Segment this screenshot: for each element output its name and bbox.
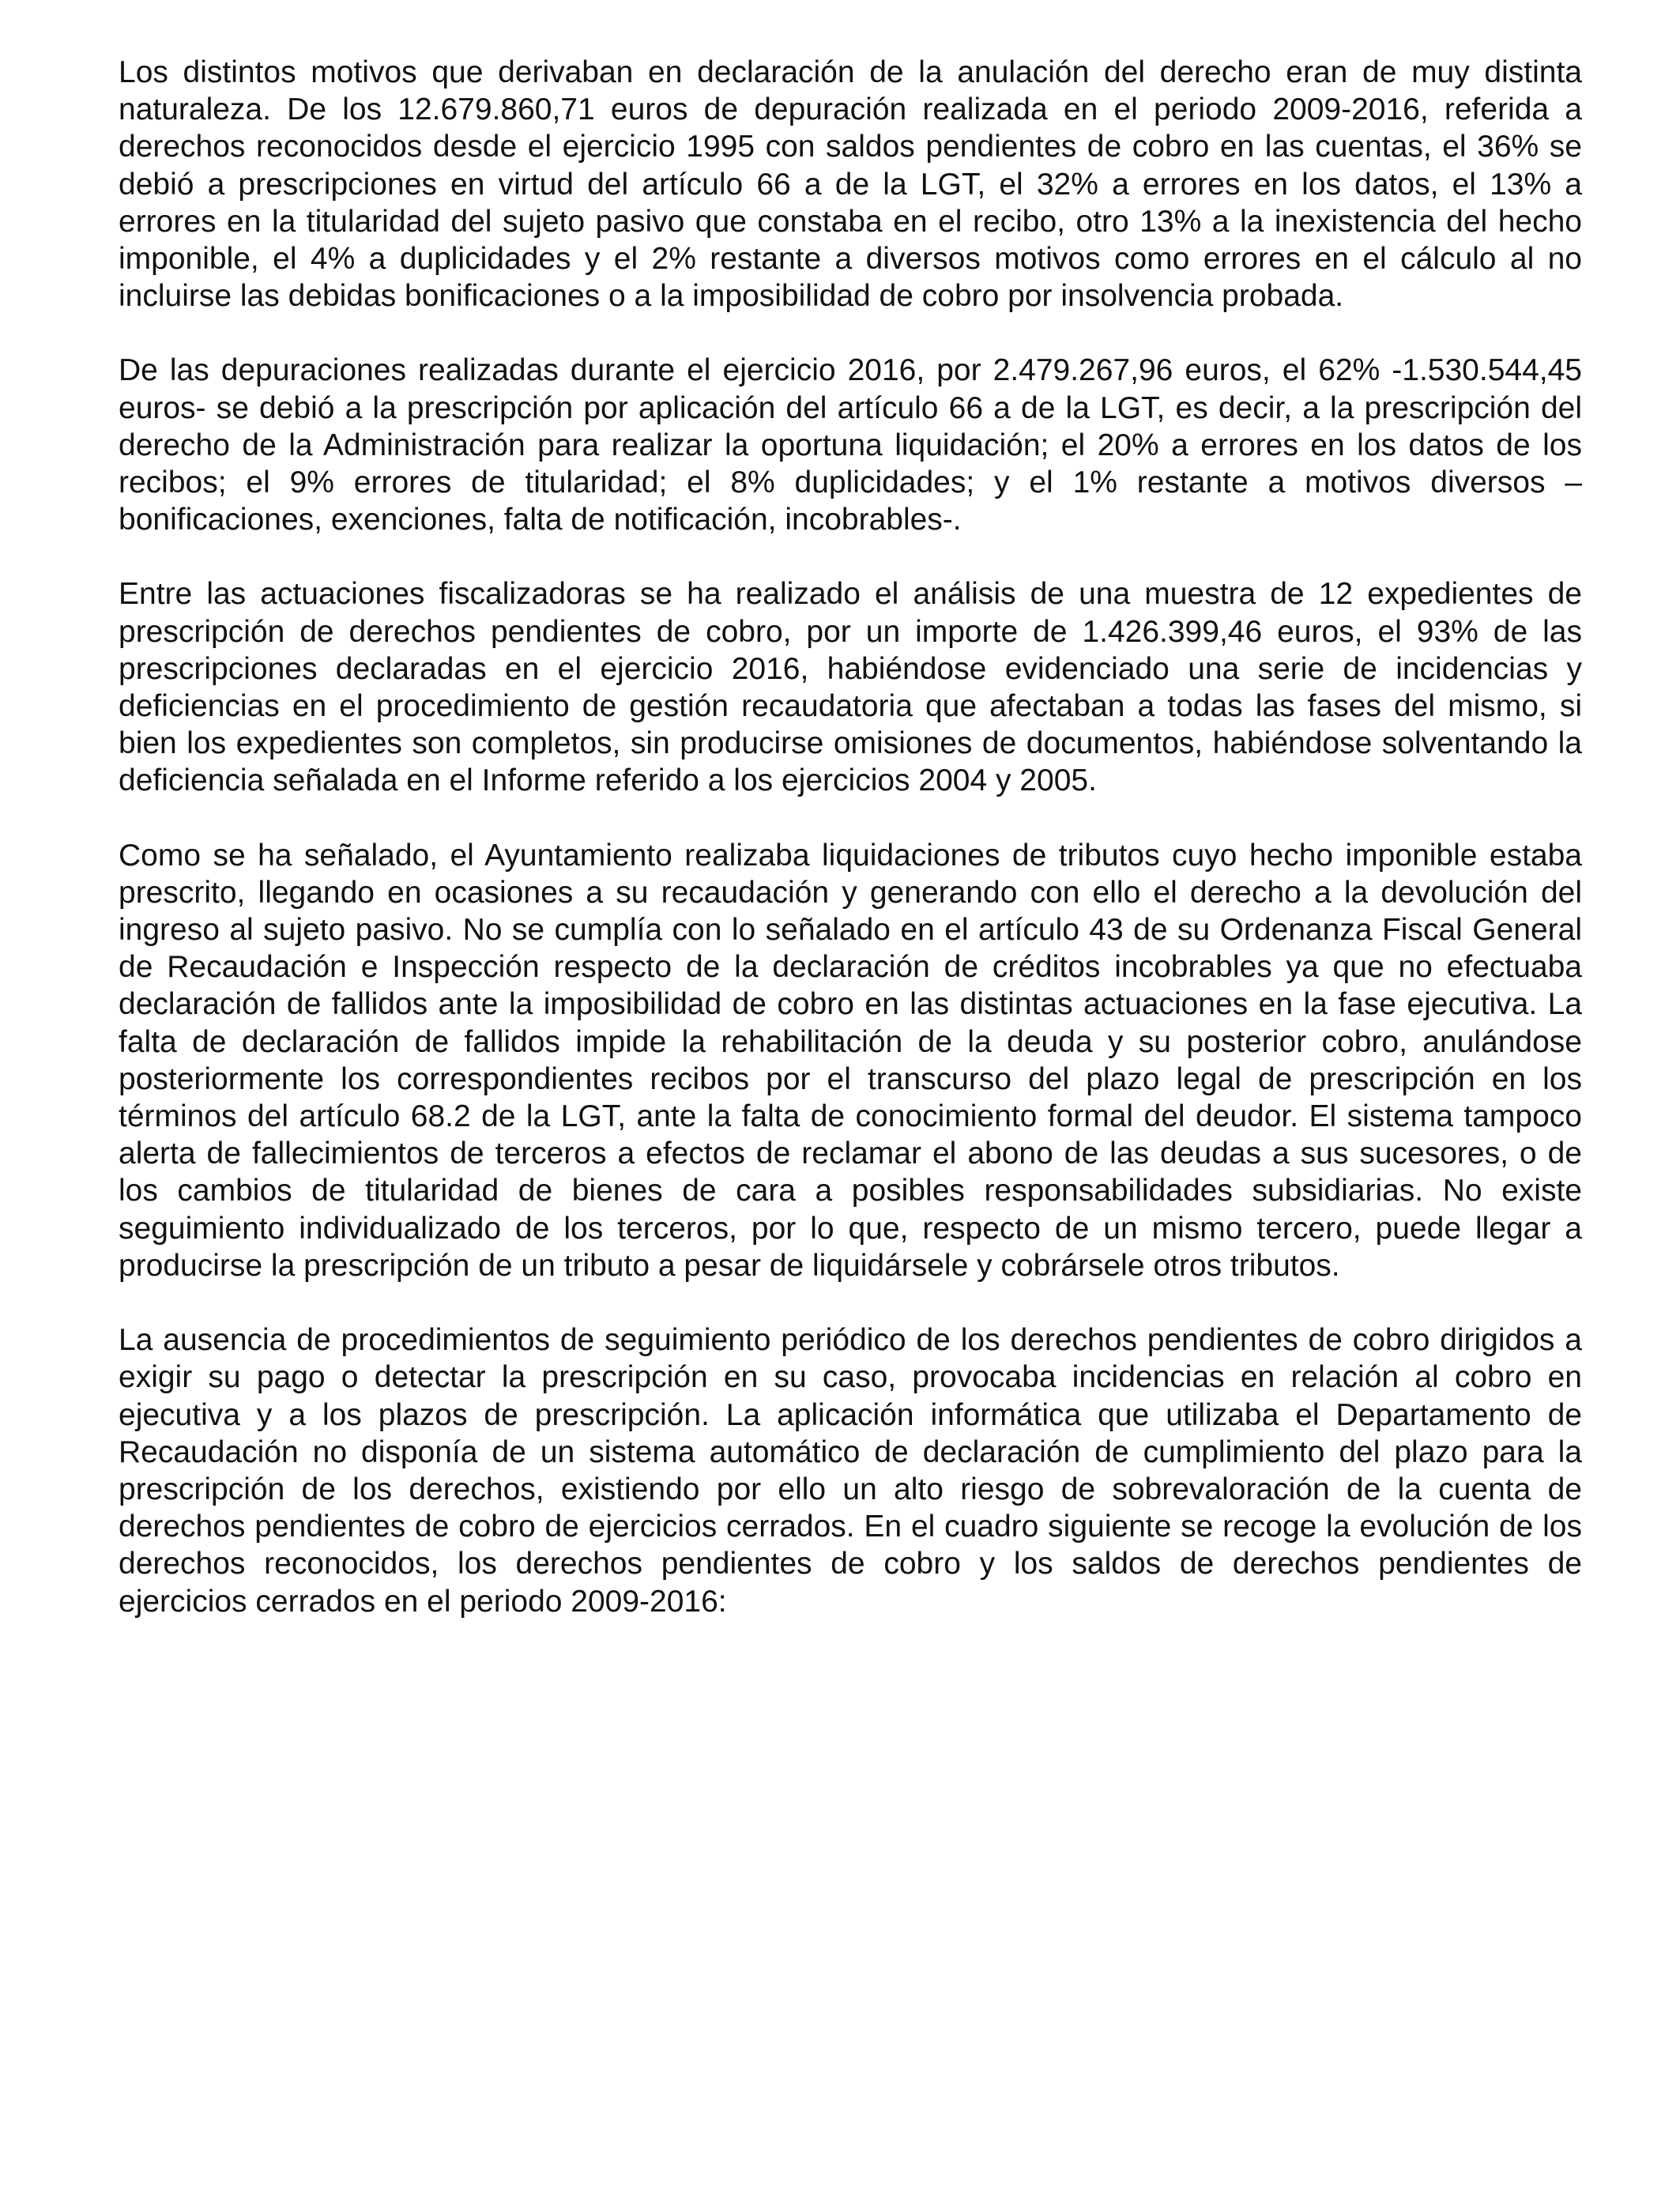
paragraph-seguimiento-periodico: La ausencia de procedimientos de seguimiento periódico de los derechos pendientes de cobro dirigidos a exigir su pago o detectar la prescripción en su caso, provocaba incidencias en relación al cobro en ejecutiva y a los plazos de prescripción. La aplicación informática que utilizaba el Departamento de Recaudación no disponía de un sistema automático de declaración de cumplimiento del plazo para la prescripción de los derechos, existiendo por ello un alto riesgo de sobrevaloración de la cuenta de derechos pendientes de cobro de ejercicios cerrados. En el cuadro siguiente se recoge la evolución de los derechos reconocidos, los derechos pendientes de cobro y los saldos de derechos pendientes de ejercicios cerrados en el periodo 2009-2016: <box>119 1323 1582 1619</box>
paragraph-depuracion-motivos: Los distintos motivos que derivaban en declaración de la anulación del derecho eran de muy distinta naturaleza. De los 12.679.860,71 euros de depuración realizada en el periodo 2009-2016, referida a derechos reconocidos desde el ejercicio 1995 con saldos pendientes de cobro en las cuentas, el 36% se debió a prescripciones en virtud del artículo 66 a de la LGT, el 32% a errores en los datos, el 13% a errores en la titularidad del sujeto pasivo que constaba en el recibo, otro 13% a la inexistencia del hecho imponible, el 4% a duplicidades y el 2% restante a diversos motivos como errores en el cálculo al no incluirse las debidas bonificaciones o a la imposibilidad de cobro por insolvencia probada. <box>119 55 1582 314</box>
paragraph-liquidaciones-prescritas: Como se ha señalado, el Ayuntamiento realizaba liquidaciones de tributos cuyo hecho imponible estaba prescrito, llegando en ocasiones a su recaudación y generando con ello el derecho a la devolución del ingreso al sujeto pasivo. No se cumplía con lo señalado en el artículo 43 de su Ordenanza Fiscal General de Recaudación e Inspección respecto de la declaración de créditos incobrables ya que no efectuaba declaración de fallidos ante la imposibilidad de cobro en las distintas actuaciones en la fase ejecutiva. La falta de declaración de fallidos impide la rehabilitación de la deuda y su posterior cobro, anulándose posteriormente los correspondientes recibos por el transcurso del plazo legal de prescripción en los términos del artículo 68.2 de la LGT, ante la falta de conocimiento formal del deudor. El sistema tampoco alerta de fallecimientos de terceros a efectos de reclamar el abono de las deudas a sus sucesores, o de los cambios de titularidad de bienes de cara a posibles responsabilidades subsidiarias. No existe seguimiento individualizado de los terceros, por lo que, respecto de un mismo tercero, puede llegar a producirse la prescripción de un tributo a pesar de liquidársele y cobrársele otros tributos. <box>119 838 1582 1283</box>
document-page <box>119 54 1582 1657</box>
paragraph-muestra-expedientes: Entre las actuaciones fiscalizadoras se ha realizado el análisis de una muestra de 12 expedientes de prescripción de derechos pendientes de cobro, por un importe de 1.426.399,46 euros, el 93% de las prescripciones declaradas en el ejercicio 2016, habiéndose evidenciado una serie de incidencias y deficiencias en el procedimiento de gestión recaudatoria que afectaban a todas las fases del mismo, si bien los expedientes son completos, sin producirse omisiones de documentos, habiéndose solventando la deficiencia señalada en el Informe referido a los ejercicios 2004 y 2005. <box>119 577 1582 798</box>
paragraph-depuraciones-2016: De las depuraciones realizadas durante el ejercicio 2016, por 2.479.267,96 euros, el 62% -1.530.544,45 euros- se debió a la prescripción por aplicación del artículo 66 a de la LGT, es decir, a la prescripción del derecho de la Administración para realizar la oportuna liquidación; el 20% a errores en los datos de los recibos; el 9% errores de titularidad; el 8% duplicidades; y el 1% restante a motivos diversos –bonificaciones, exenciones, falta de notificación, incobrables-. <box>119 353 1582 537</box>
